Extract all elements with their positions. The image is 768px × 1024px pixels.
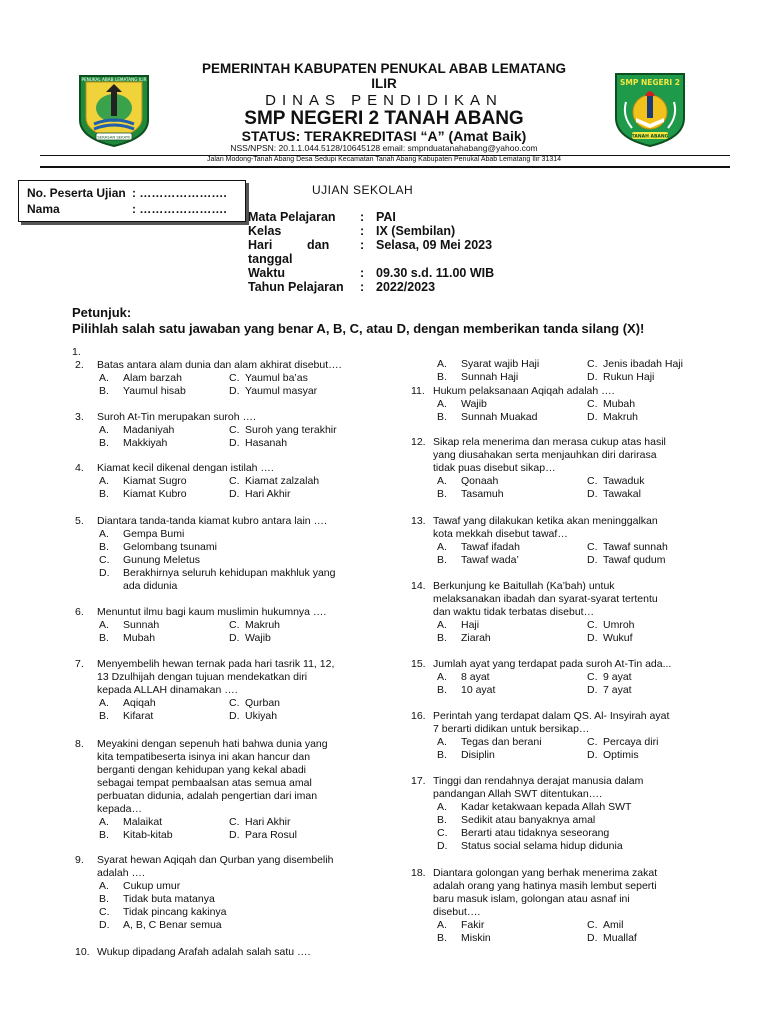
option-letter: C. [587, 619, 598, 631]
option-letter: B. [99, 893, 109, 905]
question-number: 6. [75, 606, 84, 618]
option-text: Berarti atau tidaknya seseorang [461, 827, 610, 839]
question-number: 17. [411, 775, 426, 787]
question-text: Menyembelih hewan ternak pada hari tasrik 11, 12, [97, 658, 335, 670]
option-letter: A. [99, 697, 109, 709]
question-number: 2. [75, 359, 84, 371]
exam-info-row [248, 252, 668, 266]
option-text: Disiplin [461, 749, 495, 761]
exam-info-key: Kelas [248, 224, 282, 238]
option-letter: A. [99, 816, 109, 828]
question-text: pandangan Allah SWT ditentukan…. [433, 788, 603, 800]
option-text: Tawaduk [603, 475, 645, 487]
option-letter: B. [437, 684, 447, 696]
exam-info-key: Hari dan [248, 238, 330, 252]
question-text: 7 berarti didikan untuk bersikap… [433, 723, 590, 735]
question-number: 1. [72, 346, 81, 358]
option-text: Cukup umur [123, 880, 181, 892]
header-department: DINAS PENDIDIKAN [265, 92, 503, 109]
question-number: 4. [75, 462, 84, 474]
option-text: Fakir [461, 919, 485, 931]
exam-info-value: 2022/2023 [376, 280, 436, 294]
option-letter: A. [437, 398, 447, 410]
option-text: Berakhirnya seluruh kehidupan makhluk yang [123, 567, 336, 579]
option-text: Syarat wajib Haji [461, 358, 540, 370]
option-text: Tegas dan berani [461, 736, 542, 748]
question-text: melaksanakan ibadah dan syarat-syarat tertentu [433, 593, 658, 605]
question-number: 5. [75, 515, 84, 527]
logo-right-text: SMP NEGERI 2 [619, 78, 681, 87]
question-text: Menuntut ilmu bagi kaum muslimin hukumnya …. [97, 606, 327, 618]
question-text: dan waktu tidak terbatas disebut… [433, 606, 595, 618]
option-letter: B. [437, 632, 447, 644]
question-text: disebut…. [433, 906, 481, 918]
option-text: Sedikit atau banyaknya amal [461, 814, 596, 826]
option-text: Muallaf [603, 932, 637, 944]
question-text: Kiamat kecil dikenal dengan istilah …. [97, 462, 274, 474]
header-address: Jalan Modong-Tanah Abang Desa Sedupi Kecamatan Tanah Abang Kabupaten Penukal Abab Lematang Ilir 31314 [206, 156, 562, 163]
option-letter: D. [587, 554, 598, 566]
question-number: 14. [411, 580, 426, 592]
option-text: Kitab-kitab [123, 829, 173, 841]
option-letter: C. [587, 398, 598, 410]
option-letter: B. [99, 829, 109, 841]
exam-info-row [248, 224, 668, 238]
option-text: Kadar ketakwaan kepada Allah SWT [461, 801, 632, 813]
question-text: Batas antara alam dunia dan alam akhirat disebut…. [97, 359, 342, 371]
option-letter: C. [587, 475, 598, 487]
question-text: Perintah yang terdapat dalam QS. Al- Insyirah ayat [433, 710, 670, 722]
option-letter: C. [229, 697, 240, 709]
question-number: 7. [75, 658, 84, 670]
option-letter: B. [99, 437, 109, 449]
option-letter: A. [99, 880, 109, 892]
question-text: kepada ALLAH dinamakan …. [97, 684, 238, 696]
question-text: kota mekkah disebut tawaf… [433, 528, 568, 540]
option-text: Qurban [245, 697, 281, 709]
option-letter: A. [99, 528, 109, 540]
option-letter: B. [437, 932, 447, 944]
question-text: kepada… [97, 803, 142, 815]
option-letter: B. [437, 371, 447, 383]
question-number: 11. [411, 385, 425, 397]
option-text: Makkiyah [123, 437, 168, 449]
exam-info-value: PAI [376, 210, 396, 224]
option-text: Hari Akhir [245, 488, 291, 500]
option-letter: A. [437, 619, 447, 631]
logo-right-motto: TANAH ABANG [631, 134, 669, 140]
option-text: Yaumul hisab [123, 385, 186, 397]
header-accreditation: STATUS: TERAKREDITASI “A” (Amat Baik) [241, 128, 527, 144]
option-text: Tawakal [603, 488, 641, 500]
instructions-text: Pilihlah salah satu jawaban yang benar A, B, C, atau D, dengan memberikan tanda silang (X)! [72, 321, 645, 336]
option-text: Yaumul ba’as [245, 372, 308, 384]
option-text: Umroh [603, 619, 635, 631]
question-text: adalah …. [97, 867, 145, 879]
question-text: Suroh At-Tin merupakan suroh …. [97, 411, 256, 423]
option-letter: B. [437, 411, 447, 423]
option-text: Wajib [461, 398, 487, 410]
option-letter: C. [437, 827, 448, 839]
option-letter: B. [437, 749, 447, 761]
header-government: PEMERINTAH KABUPATEN PENUKAL ABAB LEMATANG [202, 61, 566, 76]
option-letter: C. [587, 358, 598, 370]
option-letter: A. [437, 801, 447, 813]
option-text: Miskin [461, 932, 491, 944]
option-text: Kifarat [123, 710, 154, 722]
header-divider-thick [40, 166, 730, 168]
option-letter: D. [229, 829, 240, 841]
question-text: berganti dengan kehidupan yang kekal abadi [97, 764, 307, 776]
participant-name-label: Nama [27, 202, 60, 216]
option-text: Status social selama hidup didunia [461, 840, 623, 852]
exam-info-row [248, 210, 668, 224]
option-text: Yaumul masyar [245, 385, 318, 397]
exam-info-row [248, 266, 668, 280]
question-text: 13 Dzulhijah dengan tujuan mendekatkan diri [97, 671, 308, 683]
option-letter: A. [99, 372, 109, 384]
option-text: Sunnah [123, 619, 160, 631]
option-letter: A. [99, 424, 109, 436]
option-letter: C. [587, 671, 598, 683]
option-letter: C. [587, 919, 598, 931]
option-letter: C. [229, 816, 240, 828]
school-logo [612, 72, 688, 148]
option-text: Tawaf qudum [603, 554, 666, 566]
option-text: Hasanah [245, 437, 288, 449]
option-text: Optimis [603, 749, 639, 761]
exam-title: UJIAN SEKOLAH [312, 183, 414, 197]
option-letter: D. [229, 385, 240, 397]
option-letter: B. [99, 488, 109, 500]
option-letter: D. [229, 632, 240, 644]
option-text: Tawaf ifadah [461, 541, 520, 553]
option-letter: A. [437, 671, 447, 683]
option-text: 10 ayat [461, 684, 496, 696]
option-text: 7 ayat [603, 684, 632, 696]
option-letter: D. [229, 488, 240, 500]
exam-info-colon: : [360, 224, 365, 238]
option-text: Makruh [245, 619, 281, 631]
exam-info-value: Selasa, 09 Mei 2023 [376, 238, 493, 252]
option-text: Aqiqah [123, 697, 156, 709]
option-letter: C. [229, 475, 240, 487]
option-letter: B. [99, 710, 109, 722]
question-number: 10. [75, 946, 90, 958]
option-letter: D. [99, 567, 110, 579]
option-text: Alam barzah [123, 372, 182, 384]
question-number: 12. [411, 436, 426, 448]
question-number: 9. [75, 854, 84, 866]
option-letter: D. [587, 411, 598, 423]
option-letter: D. [587, 684, 598, 696]
option-text: Kiamat zalzalah [245, 475, 320, 487]
exam-info-value: 09.30 s.d. 11.00 WIB [376, 266, 495, 280]
option-letter: A. [437, 541, 447, 553]
question-text: Syarat hewan Aqiqah dan Qurban yang disembelih [97, 854, 334, 866]
option-letter: C. [229, 424, 240, 436]
option-text: Kiamat Sugro [123, 475, 187, 487]
option-letter: D. [587, 371, 598, 383]
option-letter: D. [587, 932, 598, 944]
option-letter: A. [437, 475, 447, 487]
option-letter: B. [437, 554, 447, 566]
exam-info-key: tanggal [248, 252, 293, 266]
question-text: tidak puas disebut sikap… [433, 462, 556, 474]
option-letter: D. [229, 710, 240, 722]
option-letter: C. [587, 736, 598, 748]
option-text: Haji [461, 619, 480, 631]
question-text: Jumlah ayat yang terdapat pada suroh At-Tin ada... [433, 658, 672, 670]
question-number: 18. [411, 867, 426, 879]
question-number: 8. [75, 738, 84, 750]
option-text: Kiamat Kubro [123, 488, 187, 500]
exam-info-colon: : [360, 238, 365, 252]
exam-info-key: Mata Pelajaran [248, 210, 336, 224]
exam-info-row [248, 238, 668, 252]
option-letter: A. [437, 736, 447, 748]
option-text: Madaniyah [123, 424, 175, 436]
exam-info-row [248, 280, 668, 294]
logo-left-motto: SERASAN SEKATE [97, 134, 131, 140]
option-text: Tasamuh [461, 488, 504, 500]
option-text: Gelombang tsunami [123, 541, 217, 553]
question-text: Wukup dipadang Arafah adalah salah satu …. [97, 946, 311, 958]
option-text: Rukun Haji [603, 371, 655, 383]
question-number: 13. [411, 515, 426, 527]
option-letter: C. [99, 906, 110, 918]
option-letter: B. [99, 385, 109, 397]
question-text: Diantara golongan yang berhak menerima zakat [433, 867, 658, 879]
option-text: 8 ayat [461, 671, 490, 683]
participant-box [18, 180, 246, 222]
option-text: Gunung Meletus [123, 554, 201, 566]
question-text: Tawaf yang dilakukan ketika akan meninggalkan [433, 515, 658, 527]
participant-name-value: : …………………. [132, 202, 227, 216]
exam-info-colon: : [360, 266, 365, 280]
question-text: adalah orang yang hatinya masih lembut seperti [433, 880, 657, 892]
option-text: Ziarah [461, 632, 491, 644]
exam-info-value: IX (Sembilan) [376, 224, 456, 238]
header-contact: NSS/NPSN: 20.1.1.044.5128/10645128 email: smpnduatanahabang@yahoo.com [230, 143, 538, 153]
logo-left-text: PENUKAL ABAB LEMATANG ILIR [81, 77, 147, 82]
header-government-cont: ILIR [371, 76, 397, 91]
participant-number-label: No. Peserta Ujian [27, 186, 126, 200]
option-letter: D. [587, 749, 598, 761]
option-letter: B. [437, 814, 447, 826]
option-letter: B. [437, 488, 447, 500]
exam-info-key: Waktu [248, 266, 286, 280]
answer-option-continued: ada didunia [123, 580, 178, 592]
question-number: 3. [75, 411, 84, 423]
question-text: Diantara tanda-tanda kiamat kubro antara lain …. [97, 515, 327, 527]
option-letter: D. [587, 632, 598, 644]
option-letter: B. [99, 541, 109, 553]
question-number: 16. [411, 710, 426, 722]
option-text: Percaya diri [603, 736, 659, 748]
question-text: baru masuk islam, golongan atau asnaf ini [433, 893, 630, 905]
option-text: A, B, C Benar semua [123, 919, 222, 931]
option-text: Makruh [603, 411, 639, 423]
instructions-title: Petunjuk: [72, 305, 132, 320]
question-text: Hukum pelaksanaan Aqiqah adalah …. [433, 385, 615, 397]
question-text: perbuatan didunia, adalah pengertian dari iman [97, 790, 318, 802]
question-text: sebagai tempat pembaalsan atas semua amal [97, 777, 312, 789]
option-text: Sunnah Haji [461, 371, 519, 383]
option-text: Hari Akhir [245, 816, 291, 828]
option-text: Suroh yang terakhir [245, 424, 337, 436]
question-text: yang diusahakan serta menjauhkan diri darirasa [433, 449, 657, 461]
option-text: Para Rosul [245, 829, 297, 841]
exam-info-colon: : [360, 280, 365, 294]
option-text: Gempa Bumi [123, 528, 185, 540]
option-text: Tawaf wada’ [461, 554, 519, 566]
option-letter: D. [437, 840, 448, 852]
option-letter: D. [229, 437, 240, 449]
question-text: Berkunjung ke Baitullah (Ka’bah) untuk [433, 580, 615, 592]
option-text: Ukiyah [245, 710, 278, 722]
option-letter: A. [99, 619, 109, 631]
question-text: Sikap rela menerima dan merasa cukup atas hasil [433, 436, 666, 448]
exam-info-colon: : [360, 210, 365, 224]
question-text: Tinggi dan rendahnya derajat manusia dalam [433, 775, 644, 787]
option-letter: C. [99, 554, 110, 566]
option-letter: A. [437, 358, 447, 370]
option-letter: C. [587, 541, 598, 553]
option-text: Tidak buta matanya [123, 893, 215, 905]
header-school-name: SMP NEGERI 2 TANAH ABANG [244, 108, 524, 129]
option-text: Mubah [123, 632, 156, 644]
option-text: Sunnah Muakad [461, 411, 538, 423]
option-text: Jenis ibadah Haji [603, 358, 683, 370]
option-text: Tawaf sunnah [603, 541, 668, 553]
option-letter: D. [587, 488, 598, 500]
option-text: Mubah [603, 398, 636, 410]
question-number: 15. [411, 658, 426, 670]
question-text: kita tempatibeserta isinya ini akan hancur dan [97, 751, 311, 763]
participant-number-row [27, 186, 227, 200]
option-letter: C. [229, 619, 240, 631]
option-letter: A. [99, 475, 109, 487]
participant-number-value: : …………………. [132, 186, 227, 200]
option-text: Amil [603, 919, 624, 931]
regency-emblem-logo [76, 72, 152, 148]
option-letter: D. [99, 919, 110, 931]
participant-name-row [27, 202, 227, 216]
exam-info-key: Tahun Pelajaran [248, 280, 344, 294]
option-text: Malaikat [123, 816, 163, 828]
option-text: Tidak pincang kakinya [123, 906, 227, 918]
question-text: Meyakini dengan sepenuh hati bahwa dunia yang [97, 738, 328, 750]
option-text: 9 ayat [603, 671, 632, 683]
option-text: Wukuf [603, 632, 633, 644]
option-letter: B. [99, 632, 109, 644]
option-text: Qonaah [461, 475, 499, 487]
option-letter: C. [229, 372, 240, 384]
option-letter: A. [437, 919, 447, 931]
option-text: Wajib [245, 632, 271, 644]
